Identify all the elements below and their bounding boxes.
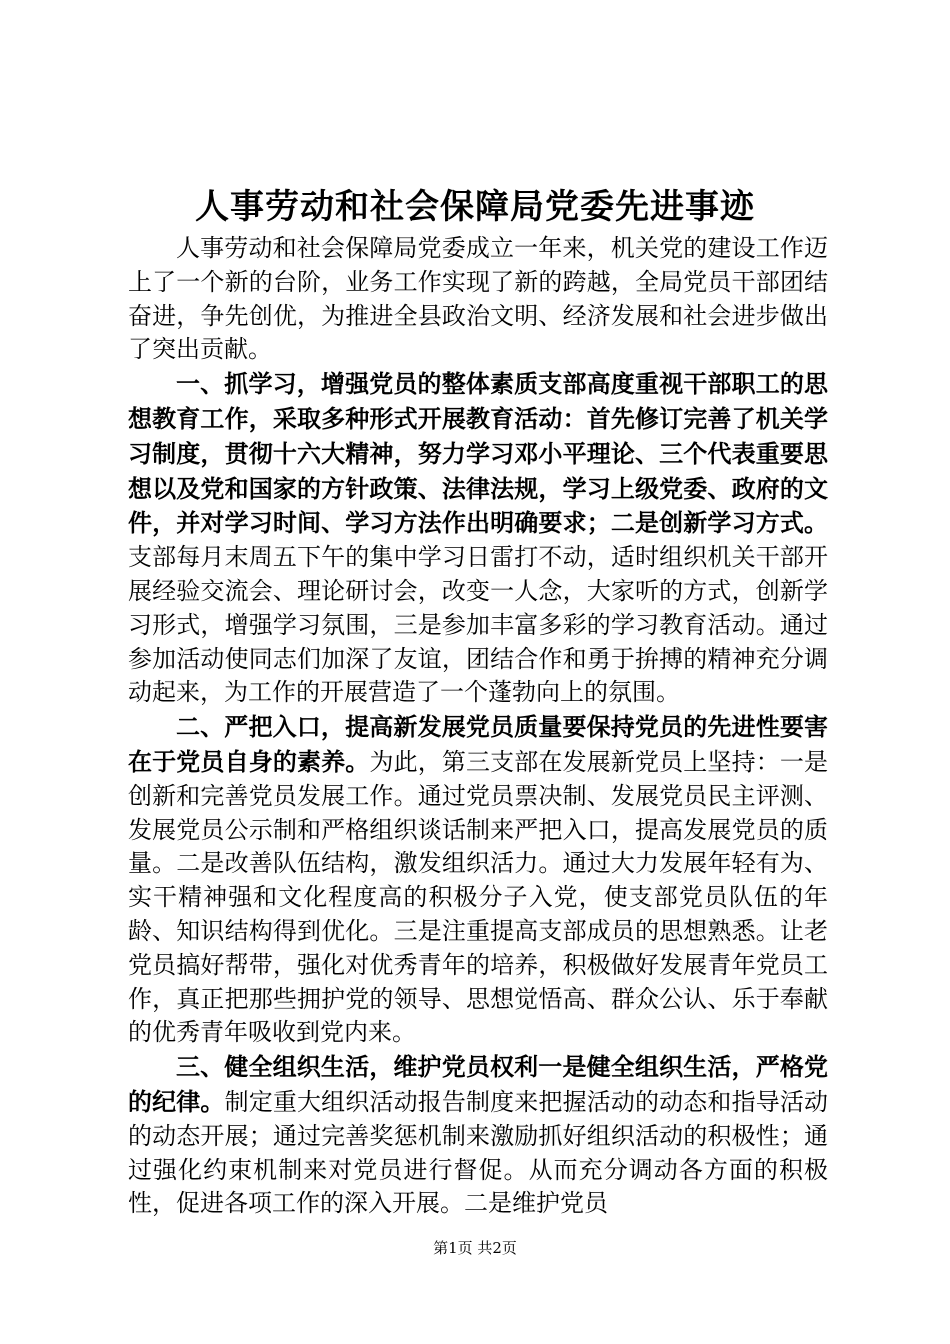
document-title: 人事劳动和社会保障局党委先进事迹 xyxy=(195,187,755,227)
paragraph-intro xyxy=(128,232,828,367)
paragraph-section-2 xyxy=(128,710,828,1050)
paragraph-section-1 xyxy=(128,367,828,710)
section-heading: 一、抓学习，增强党员的整体素质支部高度重视干部职工的思想教育工作，采取多种形式开展教育活动：首先修订完善了机关学习制度，贯彻十六大精神，努力学习邓小平理论、三个代表重要思想以及党和国家的方针政策、法律法规，学习上级党委、政府的文件，并对学习时间、学习方法作出明确要求；二是创新学习方式。 xyxy=(128,369,828,538)
paragraph-text: 人事劳动和社会保障局党委成立一年来，机关党的建设工作迈上了一个新的台阶，业务工作实现了新的跨越，全局党员干部团结奋进，争先创优，为推进全县政治文明、经济发展和社会进步做出了突出贡献。 xyxy=(128,234,828,364)
section-heading: 三、健全组织生活，维护党员权利一是健全组织生活，严格党的纪律。 xyxy=(128,1052,828,1116)
paragraph-section-3 xyxy=(128,1050,828,1221)
section-heading: 二、严把入口，提高新发展党员质量要保持党员的先进性要害在于党员自身的素养。 xyxy=(128,712,828,776)
paragraph-text: 制定重大组织活动报告制度来把握活动的动态和指导活动的动态开展；通过完善奖惩机制来激励抓好组织活动的积极性；通过强化约束机制来对党员进行督促。从而充分调动各方面的积极性，促进各项工作的深入开展。二是维护党员 xyxy=(128,1087,829,1218)
page-number-footer: 第1页 共2页 xyxy=(433,1239,517,1257)
document-body xyxy=(128,232,828,1221)
paragraph-text: 支部每月末周五下午的集中学习日雷打不动，适时组织机关干部开展经验交流会、理论研讨会，改变一人念，大家听的方式，创新学习形式，增强学习氛围，三是参加丰富多彩的学习教育活动。通过参加活动使同志们加深了友谊，团结合作和勇于拚搏的精神充分调动起来，为工作的开展营造了一个蓬勃向上的氛围。 xyxy=(128,543,828,707)
paragraph-text: 为此，第三支部在发展新党员上坚持：一是创新和完善党员发展工作。通过党员票决制、发展党员民主评测、发展党员公示制和严格组织谈话制来严把入口，提高发展党员的质量。二是改善队伍结构，激发组织活力。通过大力发展年轻有为、实干精神强和文化程度高的积极分子入党，使支部党员队伍的年龄、知识结构得到优化。三是注重提高支部成员的思想熟悉。让老党员搞好帮带，强化对优秀青年的培养，积极做好发展青年党员工作，真正把那些拥护党的领导、思想觉悟高、群众公认、乐于奉献的优秀青年吸收到党内来。 xyxy=(128,747,829,1047)
